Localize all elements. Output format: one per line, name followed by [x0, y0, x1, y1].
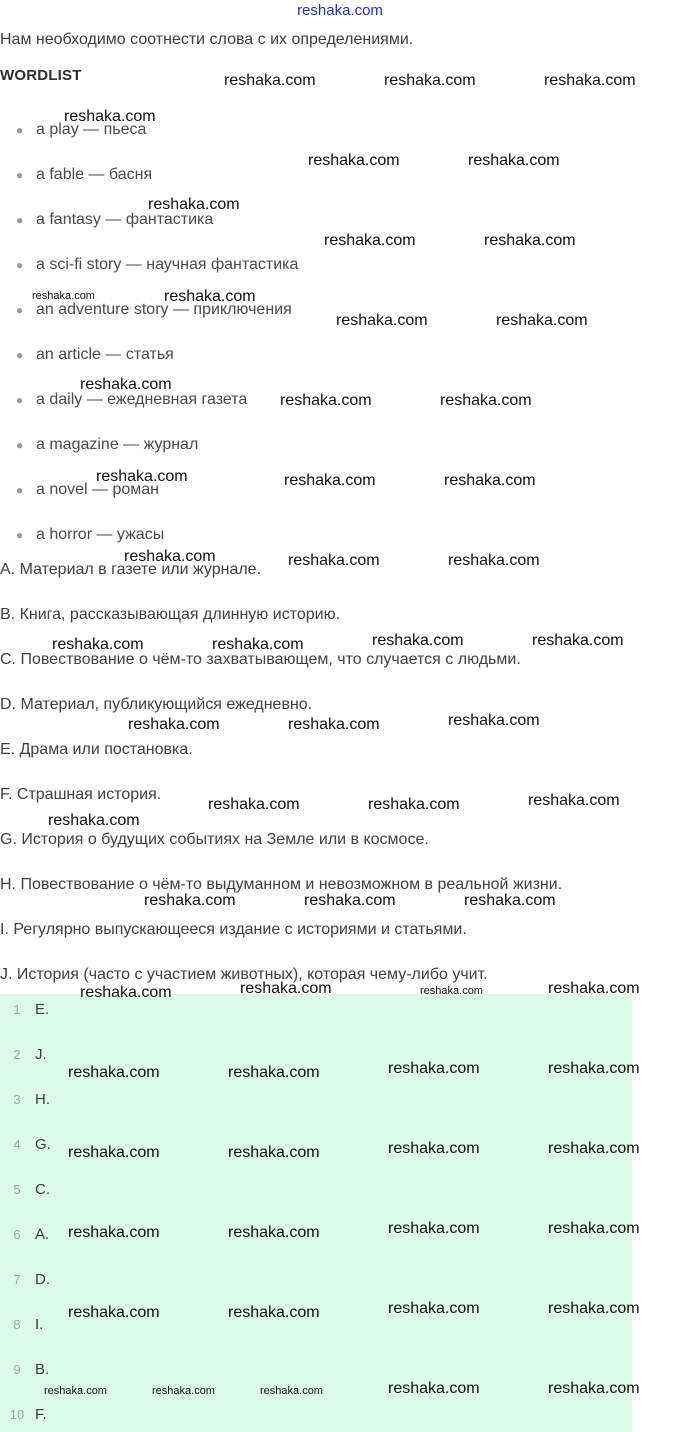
watermark-text: reshaka.com — [372, 632, 464, 649]
definition-item: D. Материал, публикующийся ежедневно. — [0, 696, 313, 713]
bullet-icon: ● — [16, 348, 24, 362]
watermark-text: reshaka.com — [96, 468, 188, 485]
answer-block — [0, 994, 632, 1432]
bullet-icon: ● — [16, 393, 24, 407]
watermark-text: reshaka.com — [388, 1380, 480, 1397]
watermark-text: reshaka.com — [548, 1300, 640, 1317]
watermark-text: reshaka.com — [124, 548, 216, 565]
watermark-text: reshaka.com — [468, 152, 560, 169]
answer-letter: A. — [35, 1226, 50, 1243]
watermark-text: reshaka.com — [544, 72, 636, 89]
definition-item: C. Повествование о чём-то захватывающем, что случается с людьми. — [0, 651, 521, 668]
watermark-text: reshaka.com — [44, 1385, 107, 1397]
intro-text: Нам необходимо соотнести слова с их определениями. — [0, 31, 414, 48]
bullet-icon: ● — [16, 213, 24, 227]
watermark-text: reshaka.com — [212, 636, 304, 653]
answer-letter: J. — [35, 1046, 47, 1063]
watermark-text: reshaka.com — [80, 984, 172, 1001]
watermark-text: reshaka.com — [288, 716, 380, 733]
answer-number: 3 — [13, 1092, 21, 1107]
watermark-text: reshaka.com — [548, 1380, 640, 1397]
watermark-text: reshaka.com — [68, 1224, 160, 1241]
watermark-text: reshaka.com — [240, 980, 332, 997]
definition-item: E. Драма или постановка. — [0, 741, 193, 758]
answer-letter: H. — [35, 1091, 50, 1108]
answer-number: 8 — [13, 1317, 21, 1332]
watermark-text: reshaka.com — [448, 552, 540, 569]
watermark-text: reshaka.com — [388, 1220, 480, 1237]
answer-number: 5 — [13, 1182, 21, 1197]
watermark-text: reshaka.com — [548, 1060, 640, 1077]
definition-item: F. Страшная история. — [0, 786, 162, 803]
watermark-text: reshaka.com — [336, 312, 428, 329]
watermark-text: reshaka.com — [68, 1064, 160, 1081]
watermark-text: reshaka.com — [420, 985, 483, 997]
watermark-text: reshaka.com — [388, 1300, 480, 1317]
watermark-text: reshaka.com — [224, 72, 316, 89]
answer-number: 9 — [13, 1362, 21, 1377]
watermark-text: reshaka.com — [228, 1064, 320, 1081]
watermark-text: reshaka.com — [48, 812, 140, 829]
watermark-text: reshaka.com — [228, 1224, 320, 1241]
bullet-icon: ● — [16, 168, 24, 182]
watermark-text: reshaka.com — [228, 1144, 320, 1161]
watermark-text: reshaka.com — [368, 796, 460, 813]
answer-letter: G. — [35, 1136, 51, 1153]
watermark-text: reshaka.com — [528, 792, 620, 809]
watermark-text: reshaka.com — [228, 1304, 320, 1321]
bullet-icon: ● — [16, 438, 24, 452]
watermark-text: reshaka.com — [280, 392, 372, 409]
watermark-text: reshaka.com — [260, 1385, 323, 1397]
answer-number: 10 — [9, 1407, 25, 1422]
watermark-text: reshaka.com — [388, 1060, 480, 1077]
watermark-text: reshaka.com — [208, 796, 300, 813]
watermark-text: reshaka.com — [548, 1140, 640, 1157]
watermark-text: reshaka.com — [384, 72, 476, 89]
watermark-text: reshaka.com — [548, 1220, 640, 1237]
answer-letter: F. — [35, 1406, 47, 1423]
watermark-text: reshaka.com — [80, 376, 172, 393]
answer-number: 2 — [13, 1047, 21, 1062]
answer-letter: I. — [35, 1316, 44, 1333]
answer-number: 1 — [13, 1002, 21, 1017]
answer-letter: B. — [35, 1361, 50, 1378]
bullet-icon: ● — [16, 258, 24, 272]
definition-item: A. Материал в газете или журнале. — [0, 561, 262, 578]
watermark-text: reshaka.com — [148, 196, 240, 213]
answer-letter: C. — [35, 1181, 50, 1198]
bullet-icon: ● — [16, 483, 24, 497]
definition-item: H. Повествование о чём-то выдуманном и невозможном в реальной жизни. — [0, 876, 563, 893]
watermark-text: reshaka.com — [284, 472, 376, 489]
watermark-text: reshaka.com — [164, 288, 256, 305]
watermark-text: reshaka.com — [484, 232, 576, 249]
watermark-text: reshaka.com — [448, 712, 540, 729]
watermark-text: reshaka.com — [496, 312, 588, 329]
watermark-text: reshaka.com — [32, 290, 95, 302]
watermark-text: reshaka.com — [440, 392, 532, 409]
definition-item: I. Регулярно выпускающееся издание с историями и статьями. — [0, 921, 467, 938]
answer-letter: D. — [35, 1271, 50, 1288]
watermark-text: reshaka.com — [304, 892, 396, 909]
watermark-text: reshaka.com — [64, 108, 156, 125]
watermark-text: reshaka.com — [324, 232, 416, 249]
bullet-icon: ● — [16, 123, 24, 137]
watermark-text: reshaka.com — [52, 636, 144, 653]
watermark-text: reshaka.com — [444, 472, 536, 489]
bullet-icon: ● — [16, 303, 24, 317]
watermark-text: reshaka.com — [128, 716, 220, 733]
watermark-text: reshaka.com — [68, 1304, 160, 1321]
watermark-text: reshaka.com — [288, 552, 380, 569]
answer-letter: E. — [35, 1001, 50, 1018]
watermark-text: reshaka.com — [548, 980, 640, 997]
definition-item: J. История (часто с участием животных), которая чему-либо учит. — [0, 966, 488, 983]
watermark-text: reshaka.com — [532, 632, 624, 649]
watermark-text: reshaka.com — [464, 892, 556, 909]
watermark-text: reshaka.com — [144, 892, 236, 909]
watermark-text: reshaka.com — [308, 152, 400, 169]
bullet-icon: ● — [16, 528, 24, 542]
definition-item: B. Книга, рассказывающая длинную историю. — [0, 606, 341, 623]
answer-number: 6 — [13, 1227, 21, 1242]
watermark-text: reshaka.com — [152, 1385, 215, 1397]
wordlist-title: WORDLIST — [0, 67, 82, 84]
watermark-text: reshaka.com — [388, 1140, 480, 1157]
definition-item: G. История о будущих событиях на Земле или в космосе. — [0, 831, 429, 848]
answer-number: 4 — [13, 1137, 21, 1152]
watermark-text: reshaka.com — [68, 1144, 160, 1161]
answer-number: 7 — [13, 1272, 21, 1287]
site-header-link[interactable]: reshaka.com — [297, 2, 383, 19]
